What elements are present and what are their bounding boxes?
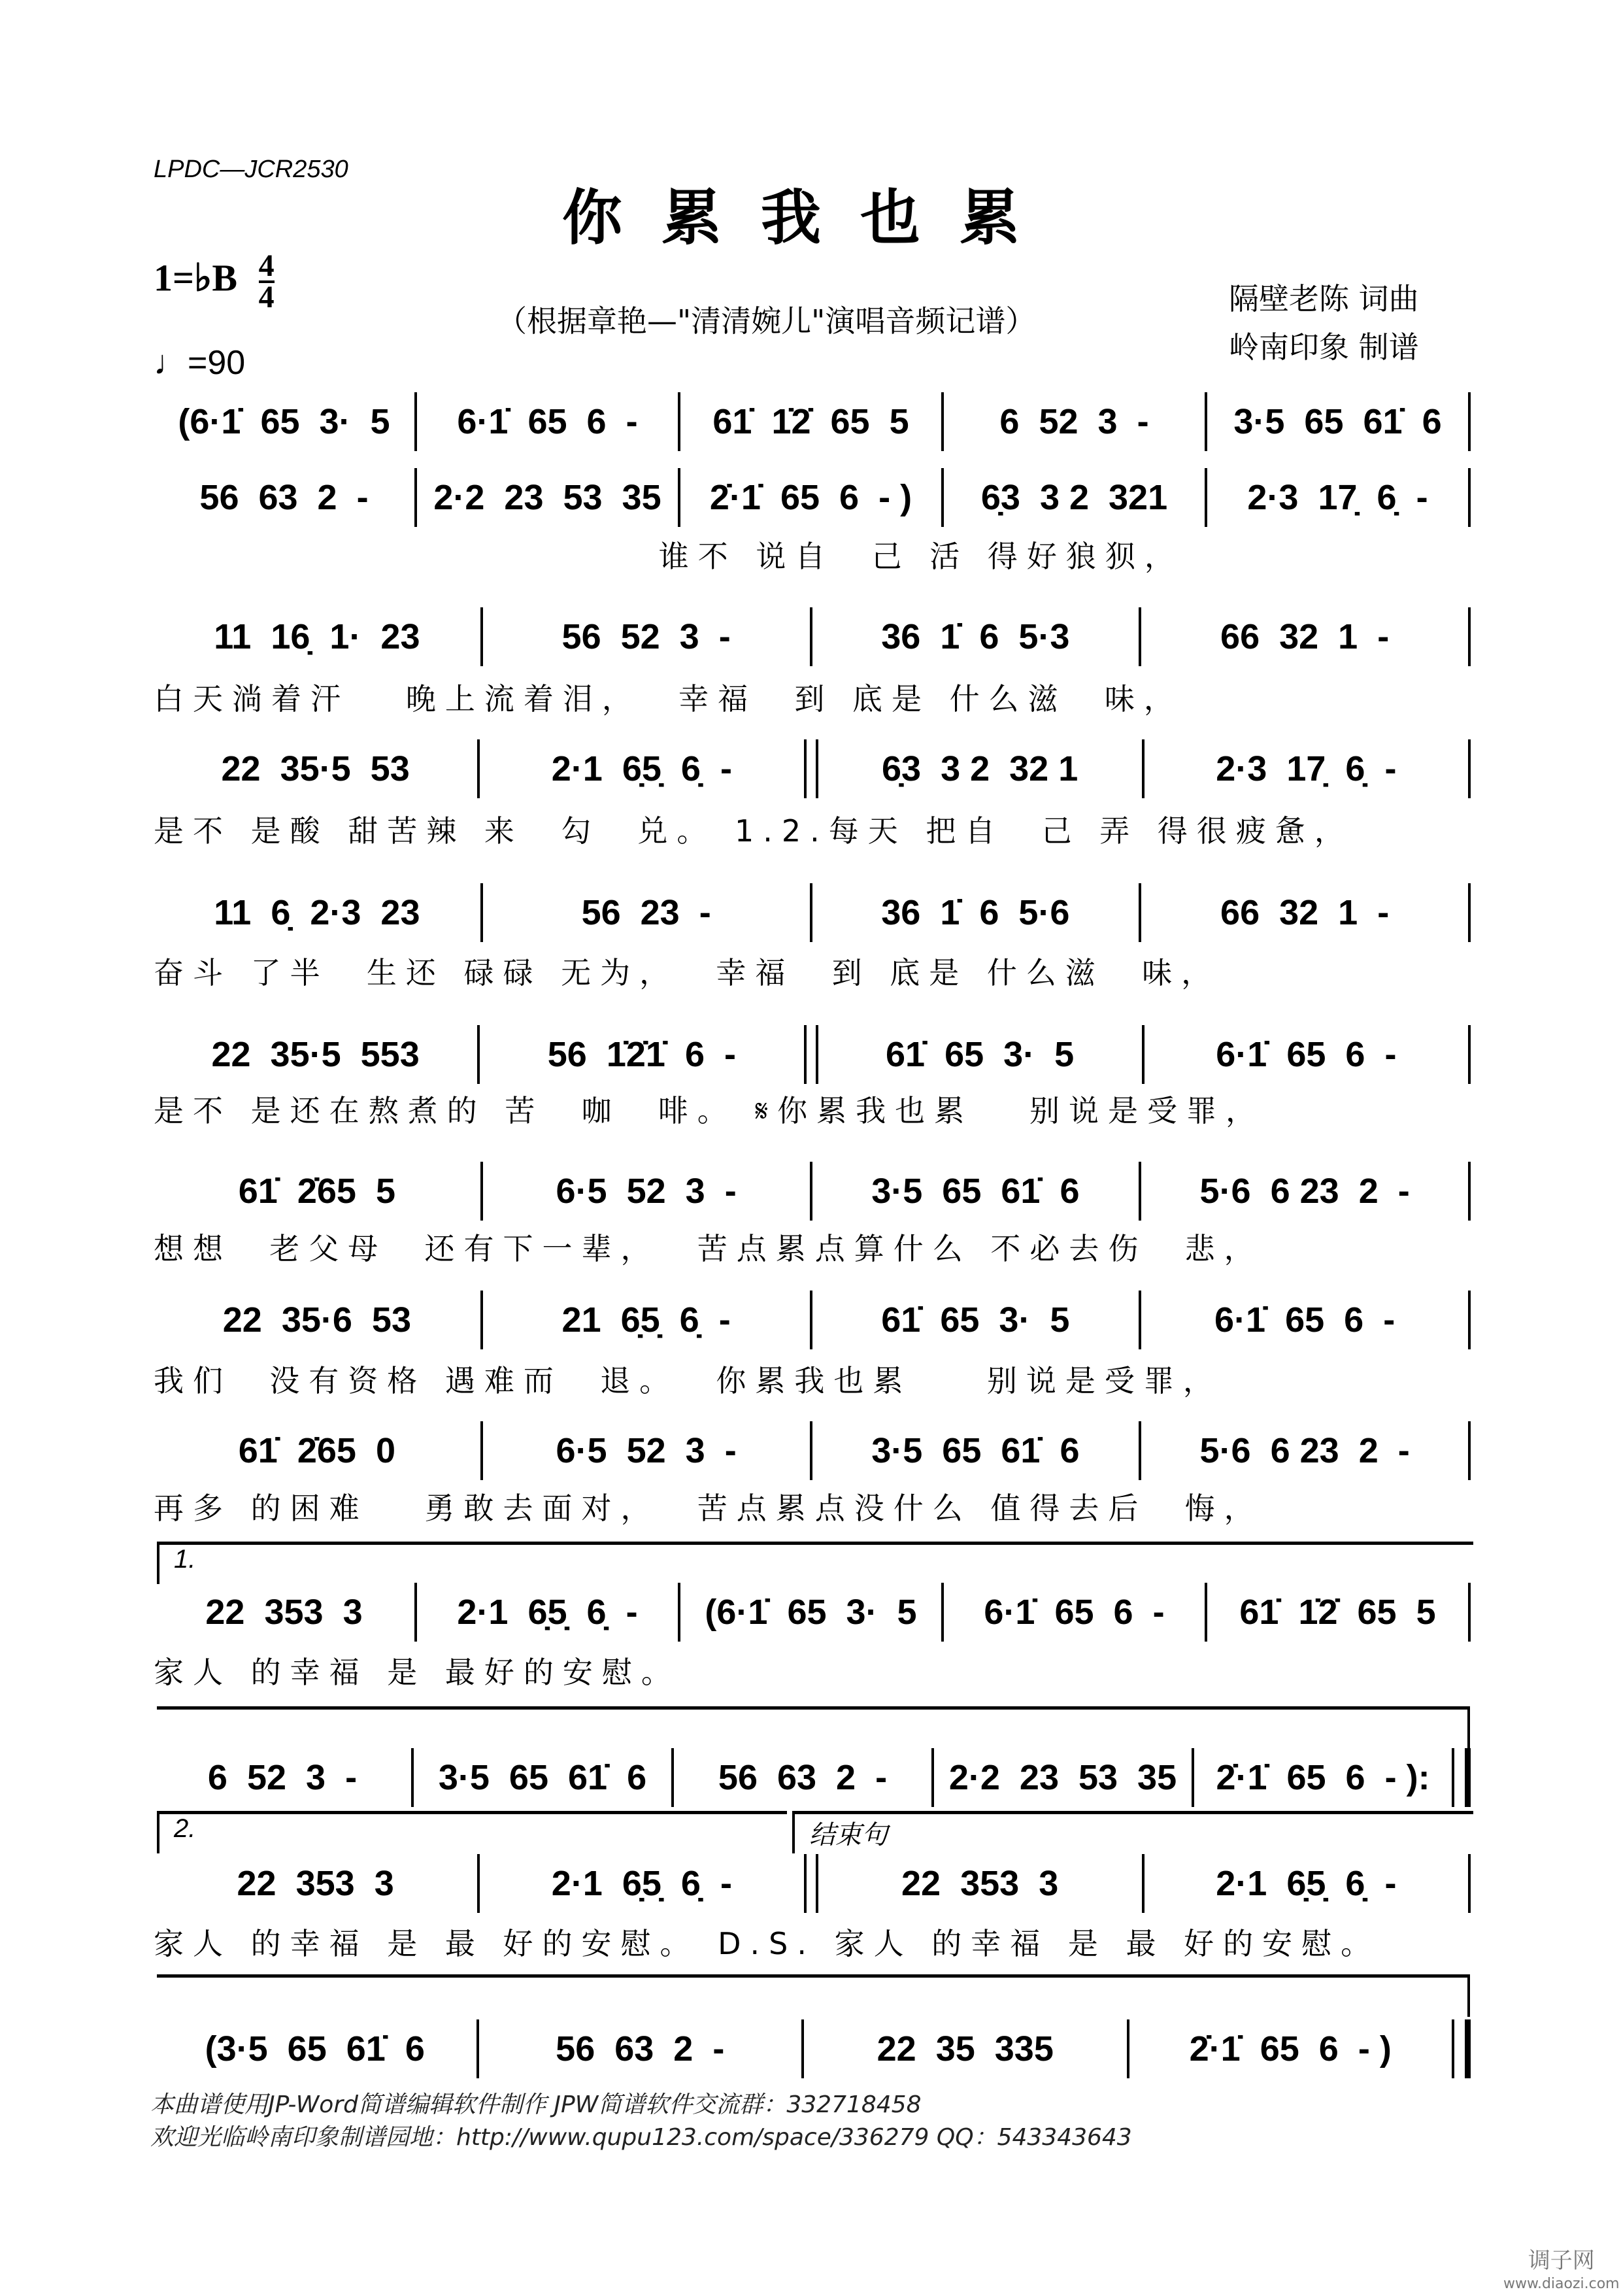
measure: 2·1 6̣5̣ 6̣ - xyxy=(551,1864,732,1903)
measure: 66 32 1 - xyxy=(1220,617,1390,656)
lyrics-line: 奋斗 了半 生还 碌碌 无为， 幸福 到 底是 什么滋 味， xyxy=(154,955,1221,990)
measure: 22 35·5 553 xyxy=(211,1035,420,1074)
measure: 22 353 3 xyxy=(205,1593,363,1632)
barline xyxy=(1468,607,1471,666)
lyrics-line: 想想 老父母 还有下一辈， 苦点累点算什么 不必去伤 悲， xyxy=(154,1231,1263,1266)
barline xyxy=(1468,1025,1471,1084)
measure: 36 1̇ 6 5·6 xyxy=(881,893,1070,932)
lyrics-line: 家人 的幸福 是 最 好的安慰。 D.S. 家人 的幸福 是 最 好的安慰。 xyxy=(154,1926,1380,1961)
measure: 22 35·6 53 xyxy=(222,1300,411,1340)
ending-label: 结束句 xyxy=(809,1821,888,1849)
measure: 6 52 3 - xyxy=(999,402,1149,441)
barline xyxy=(804,739,818,798)
measure: 2·1 6̣5̣ 6̣ - xyxy=(457,1593,638,1632)
barline xyxy=(1452,1748,1471,1807)
lyricist-composer: 隔壁老陈 词曲 xyxy=(1229,281,1419,316)
measure: 2·3 17̣ 6̣ - xyxy=(1216,749,1397,788)
measure: 2·1 6̣5̣ 6̣ - xyxy=(551,749,732,788)
measure: 56 63 2 - xyxy=(718,1758,888,1797)
lyrics-line: 谁不 说自 己 活 得好狼狈， xyxy=(154,539,1184,574)
measure: 56 23 - xyxy=(581,893,711,932)
measure: 66 32 1 - xyxy=(1220,893,1390,932)
measure: 3·5 65 61̇ 6 xyxy=(1233,402,1442,441)
watermark-url: www.diaozi.com xyxy=(1503,2276,1620,2292)
tempo-marking: ♩=90 xyxy=(154,344,246,382)
barline xyxy=(1468,1162,1471,1221)
volta-first-continuation xyxy=(157,1706,1470,1749)
measure: 6·1̇ 65 6 - xyxy=(984,1593,1165,1632)
barline xyxy=(1468,739,1471,798)
measure: 2·2 23 53 35 xyxy=(948,1758,1177,1797)
lyrics-line: 是不 是还在熬煮的 苦 咖 啡。 𝄋你累我也累 别说是受罪， xyxy=(154,1093,1265,1128)
staff-line xyxy=(154,1165,1471,1217)
song-title: 你累我也累 xyxy=(561,182,1059,253)
measure: 56 52 3 - xyxy=(561,617,731,656)
staff-line xyxy=(154,1857,1471,1910)
measure: 2·3 17̣ 6̣ - xyxy=(1247,478,1428,517)
staff-line xyxy=(154,471,1471,524)
ending-continuation xyxy=(157,1974,1470,2017)
credits xyxy=(1229,275,1419,371)
staff-line xyxy=(154,1294,1471,1346)
measure: 6 52 3 - xyxy=(207,1758,358,1797)
measure: 6·1̇ 65 6 - xyxy=(1214,1300,1395,1340)
measure: 56 63 2 - xyxy=(199,478,369,517)
measure: 5·6 6 23 2 - xyxy=(1199,1172,1410,1211)
barline xyxy=(1468,1854,1471,1913)
time-signature xyxy=(258,248,275,314)
volta-second xyxy=(157,1811,787,1853)
measure: 22 353 3 xyxy=(901,1864,1059,1903)
measure: 22 35·5 53 xyxy=(221,749,410,788)
measure: 61̇ 65 3· 5 xyxy=(886,1035,1075,1074)
measure: 3·5 65 61̇ 6 xyxy=(871,1172,1080,1211)
measure: 2̇·1̇ 65 6 - ): xyxy=(1216,1758,1430,1797)
measure: 61̇ 2̇65 0 xyxy=(238,1431,395,1470)
staff-line xyxy=(154,1425,1471,1477)
lyrics-line: 再多 的困难 勇敢去面对， 苦点累点没什么 值得去后 悔， xyxy=(154,1491,1263,1526)
volta-first xyxy=(157,1542,1473,1584)
measure: (6·1̇ 65 3· 5 xyxy=(705,1593,917,1632)
subtitle: （根据章艳—"清清婉儿"演唱音频记谱） xyxy=(497,303,1036,339)
barline xyxy=(804,1854,818,1913)
measure: 11 16̣ 1· 23 xyxy=(214,617,420,656)
barline xyxy=(804,1025,818,1084)
measure: 36 1̇ 6 5·3 xyxy=(881,617,1070,656)
barline xyxy=(1468,392,1471,451)
measure: 61̇ 65 3· 5 xyxy=(881,1300,1070,1340)
measure: 2·1 6̣5̣ 6̣ - xyxy=(1216,1864,1397,1903)
measure: 61̇ 1̇2̇ 65 5 xyxy=(1239,1593,1436,1632)
measure: 22 35 335 xyxy=(877,2029,1054,2068)
barline xyxy=(1468,883,1471,942)
time-denominator: 4 xyxy=(258,280,275,314)
measure: 56 1̇2̇1̇ 6 - xyxy=(547,1035,736,1074)
score-code: LPDC—JCR2530 xyxy=(154,156,348,183)
measure: 6·5 52 3 - xyxy=(556,1172,737,1211)
measure: 61̇ 1̇2̇ 65 5 xyxy=(712,402,909,441)
lyrics-line: 是不 是酸 甜苦辣 来 勾 兑。 1.2.每天 把自 己 弄 得很疲惫， xyxy=(154,813,1354,849)
volta-second-label: 2. xyxy=(174,1814,196,1843)
time-numerator: 4 xyxy=(258,248,275,283)
measure: (6·1̇ 65 3· 5 xyxy=(178,402,390,441)
measure: 5·6 6 23 2 - xyxy=(1199,1431,1410,1470)
measure: 6̣3 3 2 32 1 xyxy=(882,749,1078,788)
measure: 22 353 3 xyxy=(237,1864,394,1903)
measure: (3·5 65 61̇ 6 xyxy=(205,2029,425,2068)
staff-line xyxy=(154,2023,1471,2075)
staff-line xyxy=(154,396,1471,448)
measure: 2̇·1̇ 65 6 - ) xyxy=(1189,2029,1392,2068)
measure: 6·1̇ 65 6 - xyxy=(1216,1035,1397,1074)
lyrics-line: 我们 没有资格 遇难而 退。 你累我也累 别说是受罪， xyxy=(154,1363,1222,1398)
barline xyxy=(1468,1291,1471,1349)
staff-line xyxy=(154,1028,1471,1081)
lyrics-line: 家人 的幸福 是 最好的安慰。 xyxy=(154,1655,680,1690)
measure: 6·1̇ 65 6 - xyxy=(457,402,638,441)
footer xyxy=(150,2089,1132,2154)
barline xyxy=(1452,2019,1471,2078)
measure: 21 6̣5̣ 6̣ - xyxy=(561,1300,731,1340)
staff-line xyxy=(154,1751,1471,1804)
measure: 56 63 2 - xyxy=(556,2029,725,2068)
measure: 3·5 65 61̇ 6 xyxy=(871,1431,1080,1470)
measure: 11 6̣ 2·3 23 xyxy=(214,893,420,932)
barline xyxy=(1468,1421,1471,1480)
measure: 2̇·1̇ 65 6 - ) xyxy=(709,478,912,517)
measure: 61̇ 2̇65 5 xyxy=(238,1172,395,1211)
staff-line xyxy=(154,611,1471,663)
key-label: 1=♭B xyxy=(154,256,238,299)
key-signature xyxy=(154,248,275,314)
footer-line-2: 欢迎光临岭南印象制谱园地：http://www.qupu123.com/space/336279 QQ：543343643 xyxy=(150,2124,1132,2151)
staff-line xyxy=(154,1586,1471,1638)
measure: 6̣3 3 2 321 xyxy=(980,478,1168,517)
watermark xyxy=(1503,2249,1620,2296)
measure: 2·2 23 53 35 xyxy=(433,478,661,517)
ending-bracket xyxy=(792,1811,1473,1853)
footer-line-1: 本曲谱使用JP-Word简谱编辑软件制作 JPW简谱软件交流群：332718458 xyxy=(150,2091,922,2118)
measure: 6·5 52 3 - xyxy=(556,1431,737,1470)
watermark-name: 调子网 xyxy=(1528,2248,1595,2274)
staff-line xyxy=(154,743,1471,795)
lyrics-line: 白天淌着汗 晚上流着泪， 幸福 到 底是 什么滋 味， xyxy=(154,681,1183,717)
measure: 3·5 65 61̇ 6 xyxy=(438,1758,647,1797)
barline xyxy=(1468,1583,1471,1642)
volta-first-label: 1. xyxy=(174,1545,196,1574)
barline xyxy=(1468,468,1471,527)
arranger: 岭南印象 制谱 xyxy=(1229,329,1419,365)
staff-line xyxy=(154,886,1471,939)
